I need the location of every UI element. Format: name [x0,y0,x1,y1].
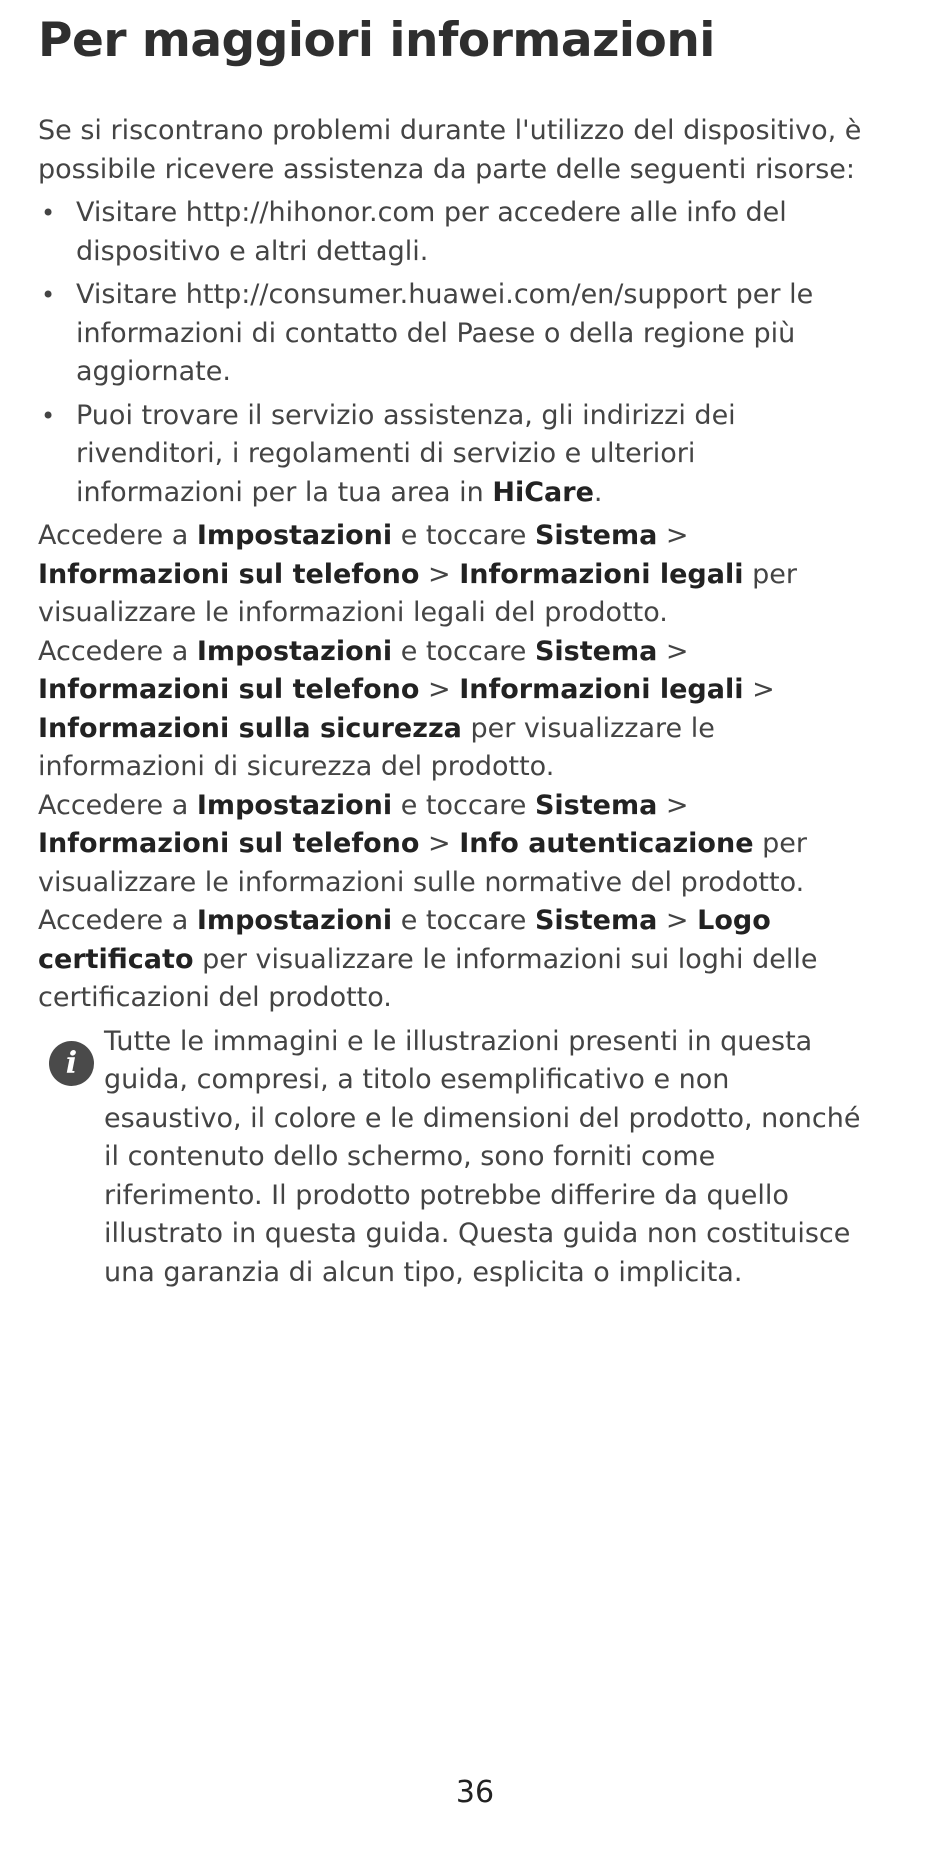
path-text: per visualizzare le informazioni sulle normative del prodotto. [38,828,807,898]
menu-info-autenticazione: Info autenticazione [459,828,754,859]
path-text: e toccare [392,905,535,936]
path-separator: > [657,520,689,551]
path-text: e toccare [392,789,535,821]
menu-impostazioni: Impostazioni [196,789,393,821]
page-title: Per maggiori informazioni [38,13,715,68]
bullet-icon: • [41,199,56,227]
path-separator: > [743,674,775,705]
list-item-text: Visitare http://hihonor.com per accedere alle info del dispositivo e altri dettagli. [76,197,787,267]
settings-paths [38,517,868,1018]
list-item [38,276,868,392]
page-number: 36 [455,1775,495,1810]
bullet-icon: • [41,401,56,430]
list-item-text: Puoi trovare il servizio assistenza, gli indirizzi dei rivenditori, i regolamenti di servizio e ulteriori informazioni per la tua area in [76,399,736,508]
info-icon: i [49,1041,94,1086]
menu-logo-certificato: Logo certificato [38,905,771,975]
path-legal-info [38,517,868,633]
intro-paragraph: Se si riscontrano problemi durante l'utilizzo del dispositivo, è possibile ricevere assistenza da parte delle seguenti risorse: [38,115,862,185]
list-item [38,397,868,513]
note-text: Tutte le immagini e le illustrazioni presenti in questa guida, compresi, a titolo esemplificativo e non esaustivo, il colore e le dimensioni del prodotto, nonché il contenuto dello schermo, sono forniti come riferimento. Il prodotto potrebbe differire da quello illustrato in questa guida. Questa guida non costituisce una garanzia di alcun tipo, esplicita o implicita. [104,1025,861,1288]
list-item-text: Visitare http://consumer.huawei.com/en/support per le informazioni di contatto del Paese o della regione più aggiornate. [76,279,814,387]
disclaimer-note [38,1023,868,1293]
menu-informazioni-sicurezza: Informazioni sulla sicurezza [38,712,462,744]
path-separator: > [657,905,698,936]
resources-list [38,194,868,512]
menu-informazioni-telefono: Informazioni sul telefono [38,674,420,705]
path-text: Accedere a [38,905,197,936]
path-separator: > [657,635,689,667]
bullet-icon: • [41,281,56,309]
menu-sistema: Sistema [534,905,658,936]
path-text: Accedere a [38,520,197,551]
menu-informazioni-telefono: Informazioni sul telefono [38,828,420,859]
menu-impostazioni: Impostazioni [196,905,393,936]
path-separator: > [419,828,460,859]
path-separator: > [657,789,689,821]
hicare-label: HiCare [492,476,594,508]
path-text: Accedere a [38,789,197,821]
menu-impostazioni: Impostazioni [196,635,393,667]
menu-sistema: Sistema [534,789,658,821]
menu-sistema: Sistema [534,635,658,667]
menu-impostazioni: Impostazioni [196,520,393,551]
menu-sistema: Sistema [534,520,658,551]
path-text: per visualizzare le informazioni sui loghi delle certificazioni del prodotto. [38,943,818,1013]
path-text: e toccare [392,520,535,551]
list-item [38,194,868,271]
path-text: e toccare [392,635,535,667]
path-separator: > [419,674,460,705]
path-authentication-info [38,787,868,903]
document-page [38,0,868,1292]
path-text: per visualizzare le informazioni di sicurezza del prodotto. [38,712,715,782]
path-certification-logo [38,902,868,1018]
path-safety-info [38,633,868,787]
list-item-punctuation: . [593,476,603,508]
path-separator: > [419,558,460,590]
menu-informazioni-telefono: Informazioni sul telefono [38,558,420,590]
menu-informazioni-legali: Informazioni legali [459,558,744,590]
path-text: Accedere a [38,635,197,667]
path-text: per visualizzare le informazioni legali del prodotto. [38,558,797,628]
menu-informazioni-legali: Informazioni legali [459,674,744,705]
